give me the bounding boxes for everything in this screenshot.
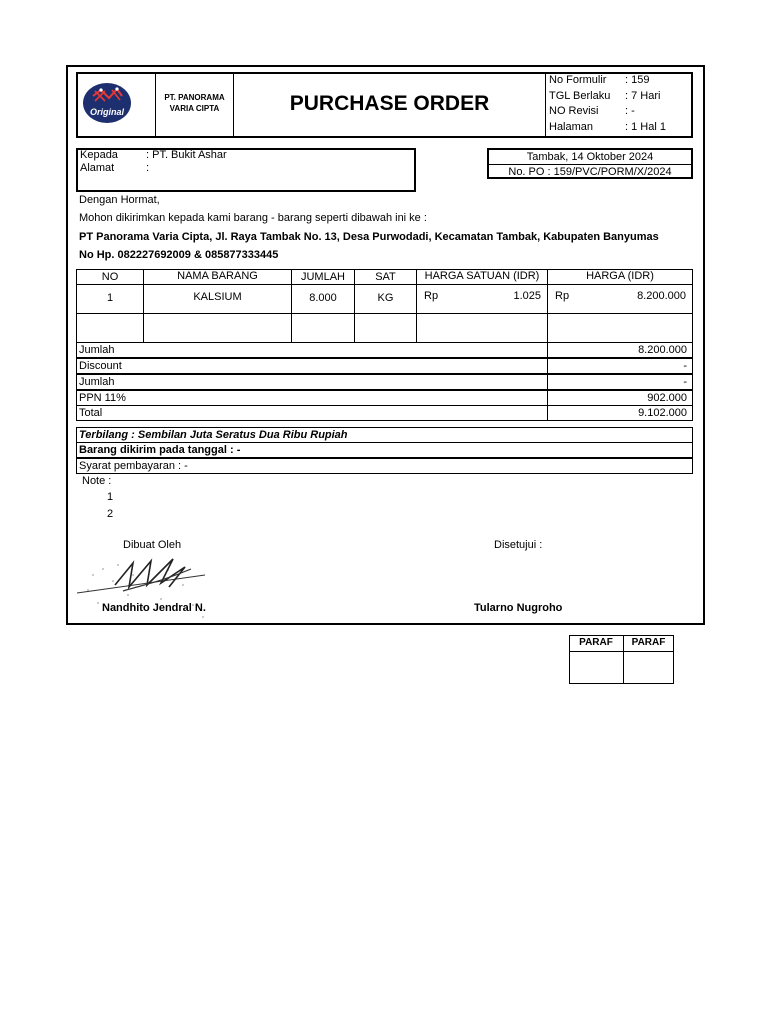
- meta-row: [549, 89, 689, 105]
- table-cell-nama: KALSIUM: [143, 284, 292, 314]
- logo-text: Original: [89, 107, 124, 117]
- kepada-label: Kepada: [80, 149, 118, 161]
- summary-row: [76, 342, 693, 358]
- summary-value: 902.000: [547, 390, 692, 406]
- date-po-box: [487, 148, 693, 179]
- date-line: Tambak, 14 Oktober 2024: [526, 151, 654, 163]
- logo-cell: [76, 72, 156, 138]
- note-item: 1: [107, 491, 114, 503]
- alamat-value: :: [146, 162, 150, 174]
- page-title: PURCHASE ORDER: [234, 72, 546, 138]
- harga-value: 8.200.000: [637, 290, 686, 302]
- meta-value: : 7 Hari: [625, 89, 661, 102]
- delivery-address: PT Panorama Varia Cipta, Jl. Raya Tambak No. 13, Desa Purwodadi, Kecamatan Tambak, Kabupaten Banyumas: [79, 231, 659, 243]
- summary-label: PPN 11%: [79, 392, 126, 404]
- col-header-jumlah: JUMLAH: [291, 269, 355, 285]
- summary-row: [76, 358, 693, 374]
- paraf-divider: [569, 651, 674, 652]
- summary-value: -: [547, 358, 692, 374]
- paraf-label: PARAF: [631, 637, 666, 648]
- summary-label: Jumlah: [79, 376, 115, 388]
- greeting: Dengan Hormat,: [79, 194, 160, 206]
- table-cell-sat: KG: [354, 284, 417, 314]
- delivery-date: Barang dikirim pada tanggal : -: [76, 442, 693, 458]
- po-number: No. PO : 159/PVC/PORM/X/2024: [508, 166, 672, 178]
- summary-value: 8.200.000: [547, 342, 692, 358]
- disetujui-label: Disetujui :: [494, 539, 543, 551]
- paraf-label: PARAF: [579, 637, 613, 648]
- meta-value: : 159: [625, 74, 650, 86]
- company-logo: [76, 72, 156, 138]
- table-cell-jumlah: 8.000: [291, 284, 355, 314]
- request-line: Mohon dikirimkan kepada kami barang - barang seperti dibawah ini ke :: [79, 212, 427, 224]
- table-cell-empty: [547, 313, 693, 343]
- summary-label: Discount: [79, 360, 122, 372]
- table-cell-harga-satuan: [416, 284, 548, 314]
- harga-satuan-value: 1.025: [513, 290, 541, 302]
- dibuat-name: Nandhito Jendral N.: [102, 602, 206, 614]
- disetujui-name: Tularno Nugroho: [474, 602, 563, 614]
- note-label: Note :: [82, 475, 112, 487]
- meta-label: NO Revisi: [549, 105, 599, 117]
- meta-value: : 1 Hal 1: [625, 120, 666, 133]
- company-name-line2: VARIA CIPTA: [169, 104, 220, 113]
- col-header-sat: SAT: [354, 269, 417, 285]
- table-cell-empty: [354, 313, 417, 343]
- recipient-box: [76, 148, 416, 192]
- summary-value: -: [547, 374, 692, 390]
- table-cell-empty: [416, 313, 548, 343]
- summary-row: [76, 405, 693, 421]
- meta-row: [549, 104, 689, 120]
- summary-label: Jumlah: [79, 344, 115, 356]
- alamat-label: Alamat: [80, 162, 115, 174]
- terbilang: Terbilang : Sembilan Juta Seratus Dua Ribu Rupiah: [76, 427, 693, 443]
- meta-label: Halaman: [549, 120, 594, 133]
- dibuat-label: Dibuat Oleh: [123, 539, 182, 551]
- table-cell-empty: [143, 313, 292, 343]
- phone-line: No Hp. 082227692009 & 085877333445: [79, 249, 279, 261]
- form-meta: [549, 73, 689, 135]
- kepada-value: : PT. Bukit Ashar: [146, 149, 227, 161]
- summary-row: [76, 374, 693, 390]
- meta-value: : -: [625, 105, 635, 117]
- col-header-nama: NAMA BARANG: [143, 269, 292, 285]
- summary-row: [76, 390, 693, 406]
- col-header-no: NO: [76, 269, 144, 285]
- note-item: 2: [107, 508, 114, 520]
- currency-label: Rp: [424, 290, 439, 302]
- meta-label: No Formulir: [549, 74, 607, 86]
- table-cell-empty: [76, 313, 144, 343]
- meta-row: [549, 73, 689, 89]
- meta-row: [549, 120, 689, 136]
- summary-value: 9.102.000: [547, 405, 692, 421]
- table-cell-harga: [547, 284, 693, 314]
- currency-label: Rp: [555, 290, 570, 302]
- payment-terms: Syarat pembayaran : -: [76, 458, 693, 474]
- col-header-harga-satuan: HARGA SATUAN (IDR): [416, 269, 548, 285]
- meta-label: TGL Berlaku: [549, 89, 611, 102]
- company-name: [156, 72, 234, 138]
- summary-label: Total: [79, 407, 103, 419]
- table-cell-no: 1: [76, 284, 144, 314]
- table-cell-empty: [291, 313, 355, 343]
- company-name-line1: PT. PANORAMA: [164, 93, 225, 102]
- col-header-harga: HARGA (IDR): [547, 269, 693, 285]
